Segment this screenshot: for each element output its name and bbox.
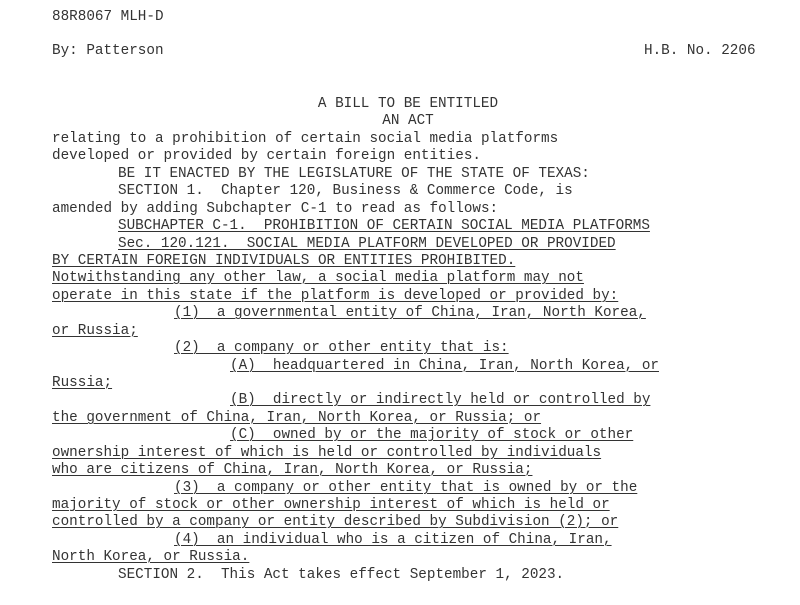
bill-title: A BILL TO BE ENTITLED bbox=[317, 96, 499, 112]
list-item-2c: who are citizens of China, Iran, North Korea, or Russia; bbox=[52, 462, 533, 478]
list-item-2c: (C) owned by or the majority of stock or other bbox=[230, 427, 634, 443]
list-item-3: majority of stock or other ownership interest of which is held or bbox=[52, 497, 610, 513]
document-code: 88R8067 MLH-D bbox=[52, 9, 164, 25]
act-title: AN ACT bbox=[382, 113, 434, 129]
section-heading: Sec. 120.121. SOCIAL MEDIA PLATFORM DEVELOPED OR PROVIDED bbox=[118, 236, 616, 252]
caption-line: relating to a prohibition of certain social media platforms bbox=[52, 131, 559, 147]
section-2-text: SECTION 2. This Act takes effect September 1, 2023. bbox=[118, 567, 565, 583]
section-1-text: SECTION 1. Chapter 120, Business & Commerce Code, is bbox=[118, 183, 573, 199]
list-item-4: North Korea, or Russia. bbox=[52, 549, 250, 565]
list-item-3: (3) a company or other entity that is owned by or the bbox=[174, 480, 638, 496]
subchapter-heading: SUBCHAPTER C-1. PROHIBITION OF CERTAIN SOCIAL MEDIA PLATFORMS bbox=[118, 218, 650, 234]
bill-author: By: Patterson bbox=[52, 43, 164, 59]
paragraph-line: Notwithstanding any other law, a social media platform may not bbox=[52, 270, 584, 286]
list-item-2b: (B) directly or indirectly held or controlled by bbox=[230, 392, 651, 408]
section-heading: BY CERTAIN FOREIGN INDIVIDUALS OR ENTITIES PROHIBITED. bbox=[52, 253, 516, 269]
list-item-4: (4) an individual who is a citizen of China, Iran, bbox=[174, 532, 612, 548]
list-item-2c: ownership interest of which is held or controlled by individuals bbox=[52, 445, 602, 461]
enacting-clause: BE IT ENACTED BY THE LEGISLATURE OF THE STATE OF TEXAS: bbox=[118, 166, 590, 182]
caption-line: developed or provided by certain foreign entities. bbox=[52, 148, 481, 164]
bill-number: H.B. No. 2206 bbox=[644, 43, 756, 59]
paragraph-line: operate in this state if the platform is developed or provided by: bbox=[52, 288, 619, 304]
list-item-2: (2) a company or other entity that is: bbox=[174, 340, 509, 356]
list-item-2a: (A) headquartered in China, Iran, North Korea, or bbox=[230, 358, 659, 374]
list-item-1: (1) a governmental entity of China, Iran, North Korea, bbox=[174, 305, 646, 321]
list-item-2b: the government of China, Iran, North Korea, or Russia; or bbox=[52, 410, 542, 426]
list-item-2a: Russia; bbox=[52, 375, 113, 391]
list-item-3: controlled by a company or entity described by Subdivision (2); or bbox=[52, 514, 619, 530]
section-1-text: amended by adding Subchapter C-1 to read as follows: bbox=[52, 201, 499, 217]
list-item-1: or Russia; bbox=[52, 323, 138, 339]
